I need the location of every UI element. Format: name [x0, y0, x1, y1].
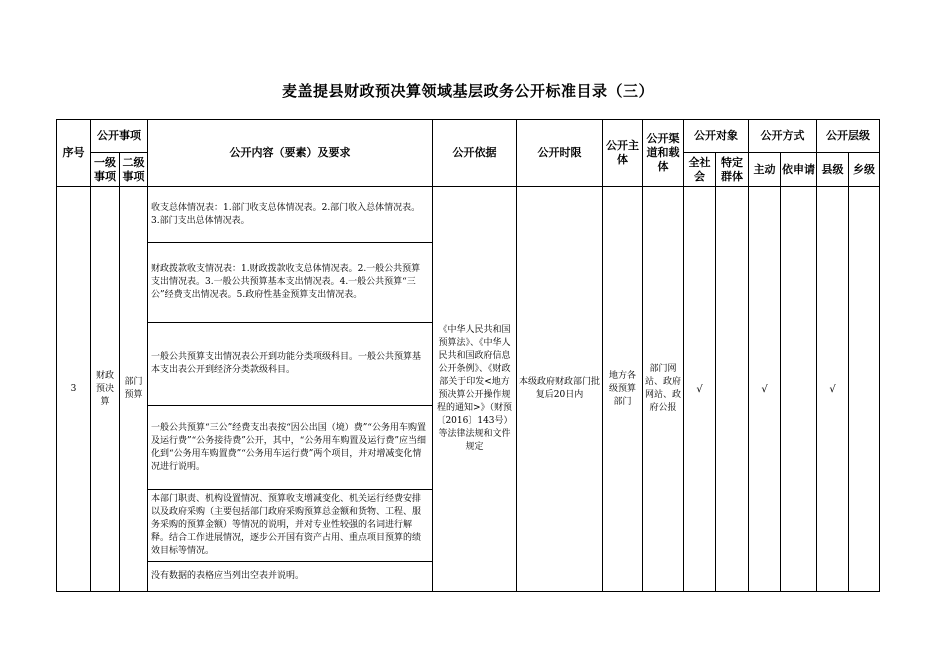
header-method: 公开方式 [749, 120, 817, 153]
header-level1: 一级事项 [91, 153, 120, 187]
header-level: 公开层级 [817, 120, 880, 153]
cell-basis: 《中华人民共和国预算法》、《中华人民共和国政府信息公开条例》、《财政部关于印发<地方预决算公开操作规程的通知>》（财预〔2016〕143号）等法律法规和文件规定 [433, 187, 517, 592]
header-target-all: 全社会 [684, 153, 716, 187]
header-level-township: 乡级 [849, 153, 880, 187]
header-target: 公开对象 [684, 120, 749, 153]
header-seq: 序号 [57, 120, 91, 187]
cell-content-2: 财政拨款收支情况表：1.财政拨款收支总体情况表。2.一般公共预算支出情况表。3.一般公共预算基本支出情况表。4.一般公共预算“三公”经费支出情况表。5.政府性基金预算支出情况表。 [148, 243, 433, 323]
cell-subject: 地方各级预算部门 [603, 187, 643, 592]
cell-content-5: 本部门职责、机构设置情况、预算收支增减变化、机关运行经费安排以及政府采购（主要包括部门政府采购预算总金额和货物、工程、服务采购的预算金额）等情况的说明，并对专业性较强的名词进行解释。结合工作进展情况，逐步公开国有资产占用、重点项目预算的绩效目标等情况。 [148, 490, 433, 562]
header-method-apply: 依申请 [781, 153, 817, 187]
table-row [57, 187, 880, 243]
cell-method-apply [781, 187, 817, 592]
header-basis: 公开依据 [433, 120, 517, 187]
cell-channel: 部门网站、政府网站、政府公报 [643, 187, 684, 592]
cell-level2: 部门预算 [120, 187, 148, 592]
cell-deadline: 本级政府财政部门批复后20日内 [517, 187, 603, 592]
header-subject: 公开主体 [603, 120, 643, 187]
header-level-county: 县级 [817, 153, 849, 187]
cell-seq: 3 [57, 187, 91, 592]
header-method-active: 主动 [749, 153, 781, 187]
cell-content-1: 收支总体情况表：1.部门收支总体情况表。2.部门收入总体情况表。3.部门支出总体情况表。 [148, 187, 433, 243]
header-deadline: 公开时限 [517, 120, 603, 187]
cell-level1: 财政预决算 [91, 187, 120, 592]
cell-content-4: 一般公共预算“三公”经费支出表按“因公出国（境）费”“公务用车购置及运行费”“公务接待费”公开，其中，“公务用车购置及运行费”应当细化到“公务用车购置费”“公务用车运行费”两个项目，并对增减变化情况进行说明。 [148, 406, 433, 490]
header-level2: 二级事项 [120, 153, 148, 187]
cell-level-county: √ [817, 187, 849, 592]
cell-level-township [849, 187, 880, 592]
cell-target-all: √ [684, 187, 716, 592]
cell-target-specific [716, 187, 749, 592]
header-target-specific: 特定群体 [716, 153, 749, 187]
header-content: 公开内容（要素）及要求 [148, 120, 433, 187]
cell-content-6: 没有数据的表格应当列出空表并说明。 [148, 562, 433, 592]
cell-method-active: √ [749, 187, 781, 592]
header-row-1 [57, 120, 880, 153]
catalog-table [56, 119, 880, 592]
page-title: 麦盖提县财政预决算领域基层政务公开标准目录（三） [281, 82, 654, 100]
header-matter: 公开事项 [91, 120, 148, 153]
header-channel: 公开渠道和载体 [643, 120, 684, 187]
cell-content-3: 一般公共预算支出情况表公开到功能分类项级科目。一般公共预算基本支出表公开到经济分类款级科目。 [148, 323, 433, 406]
